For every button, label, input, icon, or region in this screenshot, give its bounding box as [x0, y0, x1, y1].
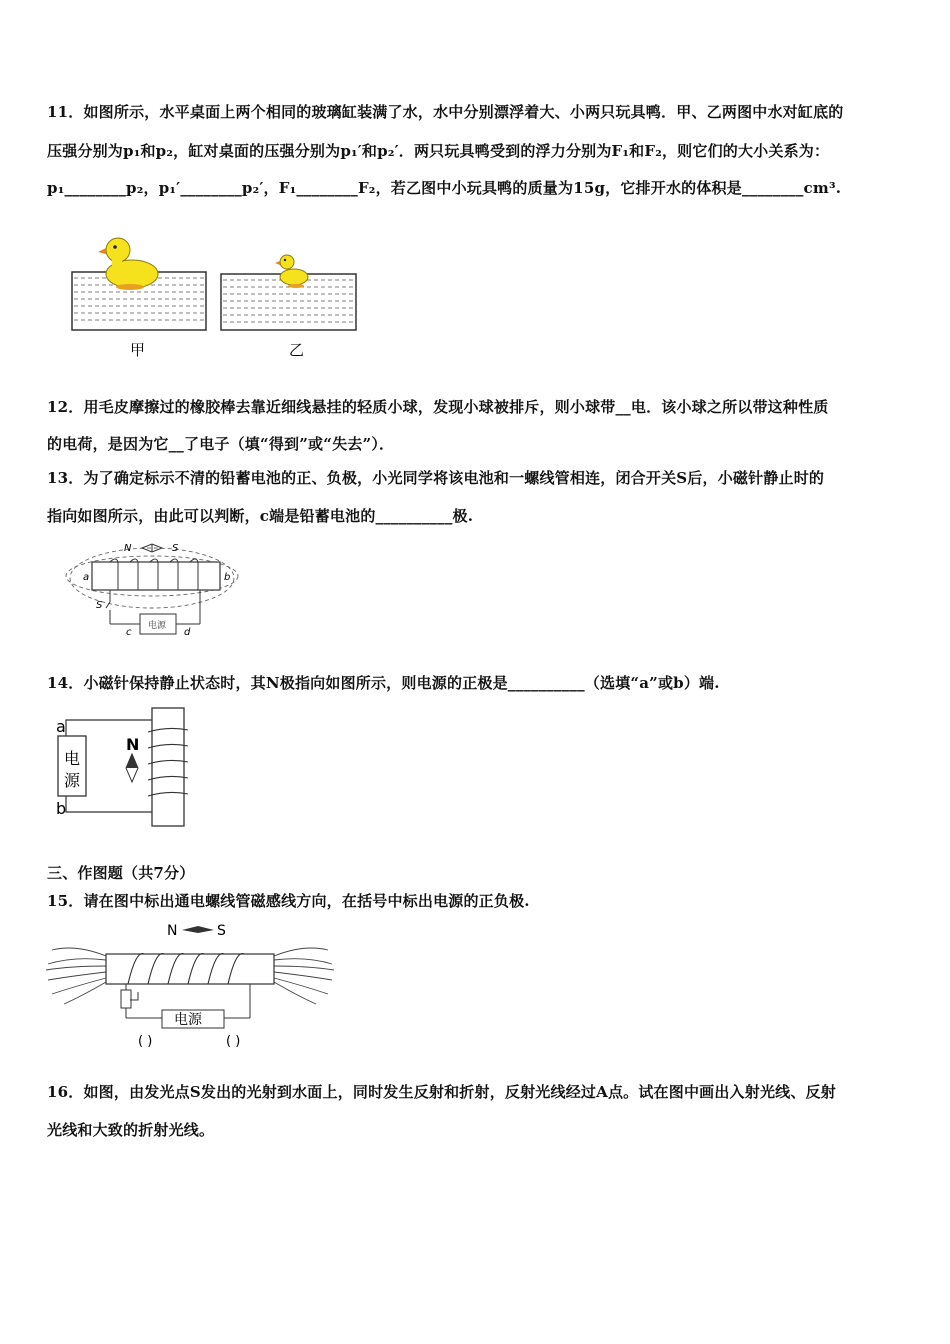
- q11-line-2: 压强分别为p₁和p₂，缸对桌面的压强分别为p₁′和p₂′．两只玩具鸭受到的浮力分别为F₁和F₂，则它们的大小关系为：: [47, 142, 830, 160]
- label-n: N: [167, 923, 178, 939]
- tank-yi: [221, 255, 356, 330]
- compass-needle-icon: [126, 754, 138, 782]
- section-3-title: 三、作图题（共7分）: [47, 864, 195, 882]
- q14-line-1: 14．小磁针保持静止状态时，其N极指向如图所示，则电源的正极是__________（选填“a”或b）端.: [47, 674, 720, 692]
- label-s: S: [172, 543, 179, 554]
- label-b: b: [56, 799, 67, 818]
- compass-needle-icon: [142, 544, 162, 552]
- label-a: a: [83, 572, 90, 583]
- power-label: 电源: [174, 1012, 202, 1028]
- label-jia: 甲: [130, 341, 146, 359]
- label-n: N: [126, 735, 140, 754]
- q12-line-1: 12．用毛皮摩擦过的橡胶棒去靠近细线悬挂的轻质小球，发现小球被排斥，则小球带__电．该小球之所以带这种性质: [47, 398, 829, 416]
- tank-jia: [72, 238, 206, 330]
- q13-line-2: 指向如图所示，由此可以判断，c端是铅蓄电池的__________极.: [47, 507, 474, 525]
- q11-line-3: p₁________p₂，p₁′________p₂′，F₁________F₂，若乙图中小玩具鸭的质量为15g，它排开水的体积是________cm³.: [47, 179, 842, 197]
- label-switch: S: [96, 600, 103, 611]
- label-d: d: [184, 627, 191, 638]
- q15-line-1: 15．请在图中标出通电螺线管磁感线方向，在括号中标出电源的正负极.: [47, 892, 530, 910]
- power-label-2: 源: [64, 771, 81, 790]
- power-label-1: 电: [64, 749, 81, 768]
- label-n: N: [124, 543, 132, 554]
- left-bracket: ( ): [138, 1034, 153, 1049]
- q11-figure: [60, 222, 370, 367]
- q16-line-2: 光线和大致的折射光线。: [47, 1121, 215, 1139]
- label-yi: 乙: [289, 341, 305, 359]
- q16-line-1: 16．如图，由发光点S发出的光射到水面上，同时发生反射和折射，反射光线经过A点。试在图中画出入射光线、反射: [47, 1083, 836, 1101]
- q13-figure: [62, 538, 242, 642]
- q15-figure: [46, 920, 336, 1050]
- label-c: c: [126, 627, 132, 638]
- label-s: S: [217, 923, 226, 939]
- q12-line-2: 的电荷，是因为它__了电子（填“得到”或“失去”）．: [47, 435, 395, 453]
- q13-line-1: 13．为了确定标示不清的铅蓄电池的正、负极，小光同学将该电池和一螺线管相连，闭合开关S后，小磁针静止时的: [47, 469, 825, 487]
- q14-figure: [52, 704, 192, 830]
- q11-line-1: 11．如图所示，水平桌面上两个相同的玻璃缸装满了水，水中分别漂浮着大、小两只玩具鸭．甲、乙两图中水对缸底的: [47, 103, 844, 121]
- label-b: b: [224, 572, 231, 583]
- label-a: a: [56, 717, 66, 736]
- right-bracket: ( ): [226, 1034, 241, 1049]
- power-label: 电源: [148, 621, 167, 631]
- compass-needle-icon: [182, 926, 214, 933]
